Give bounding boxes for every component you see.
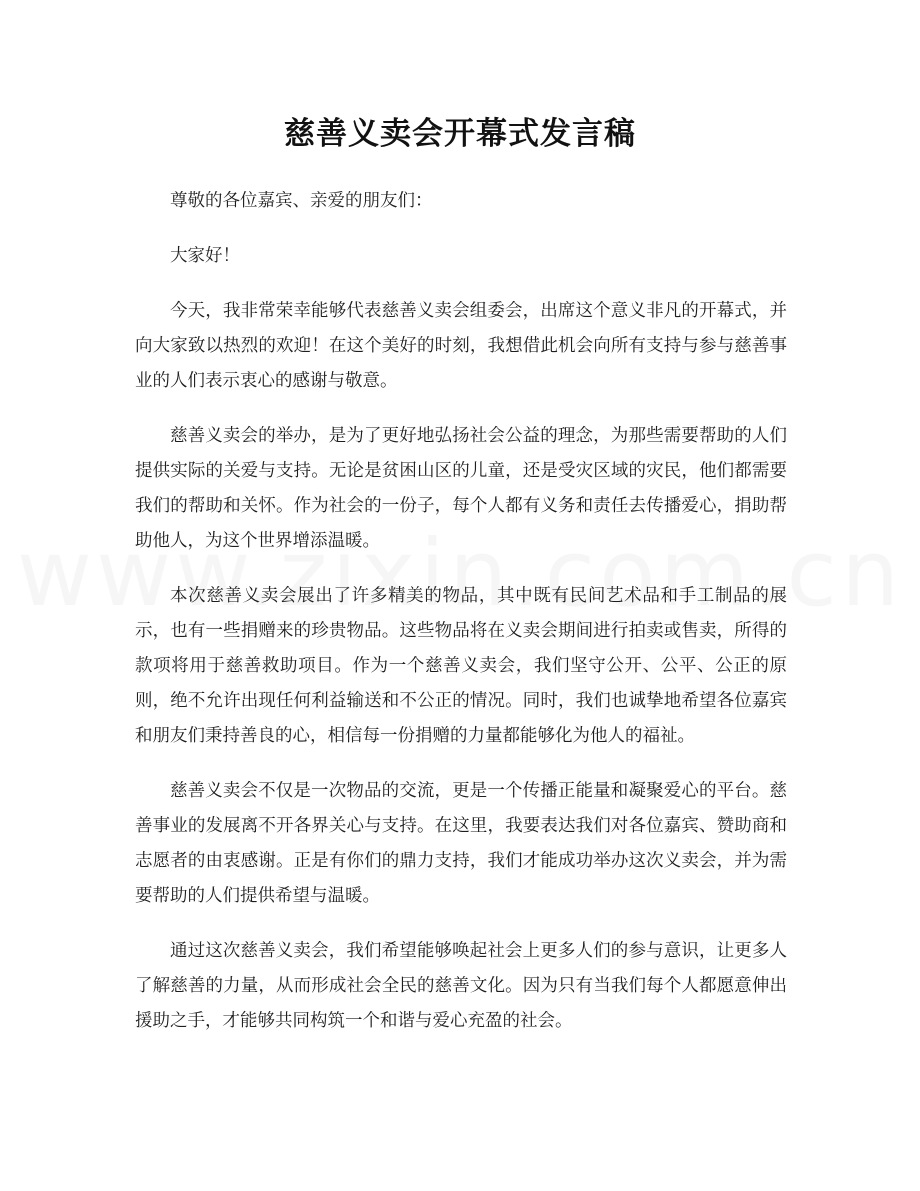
document-title: 慈善义卖会开幕式发言稿 [284, 116, 636, 152]
paragraph-thanks: 慈善义卖会不仅是一次物品的交流，更是一个传播正能量和凝聚爱心的平台。慈善事业的发展离不开各界关心与支持。在这里，我要表达我们对各位嘉宾、赞助商和志愿者的由衷感谢。正是有你们的鼎力支持，我们才能成功举办这次义卖会，并为需要帮助的人们提供希望与温暖。 [135, 781, 787, 906]
paragraph-closing: 通过这次慈善义卖会，我们希望能够唤起社会上更多人们的参与意识，让更多人了解慈善的力量，从而形成社会全民的慈善文化。因为只有当我们每个人都愿意伸出援助之手，才能够共同构筑一个和谐与爱心充盈的社会。 [135, 941, 787, 1031]
paragraph-purpose: 慈善义卖会的举办，是为了更好地弘扬社会公益的理念，为那些需要帮助的人们提供实际的关爱与支持。无论是贫困山区的儿童，还是受灾区域的灾民，他们都需要我们的帮助和关怀。作为社会的一份子，每个人都有义务和责任去传播爱心，捐助帮助他人，为这个世界增添温暖。 [135, 426, 787, 551]
greeting: 大家好！ [170, 246, 240, 266]
paragraph-exhibits: 本次慈善义卖会展出了许多精美的物品，其中既有民间艺术品和手工制品的展示，也有一些捐赠来的珍贵物品。这些物品将在义卖会期间进行拍卖或售卖，所得的款项将用于慈善救助项目。作为一个慈善义卖会，我们坚守公开、公平、公正的原则，绝不允许出现任何利益输送和不公正的情况。同时，我们也诚挚地希望各位嘉宾和朋友们秉持善良的心，相信每一份捐赠的力量都能够化为他人的福祉。 [135, 586, 787, 746]
document-body [135, 184, 787, 1059]
salutation: 尊敬的各位嘉宾、亲爱的朋友们： [170, 191, 433, 211]
paragraph-welcome: 今天，我非常荣幸能够代表慈善义卖会组委会，出席这个意义非凡的开幕式，并向大家致以热烈的欢迎！在这个美好的时刻，我想借此机会向所有支持与参与慈善事业的人们表示衷心的感谢与敬意。 [135, 301, 787, 391]
